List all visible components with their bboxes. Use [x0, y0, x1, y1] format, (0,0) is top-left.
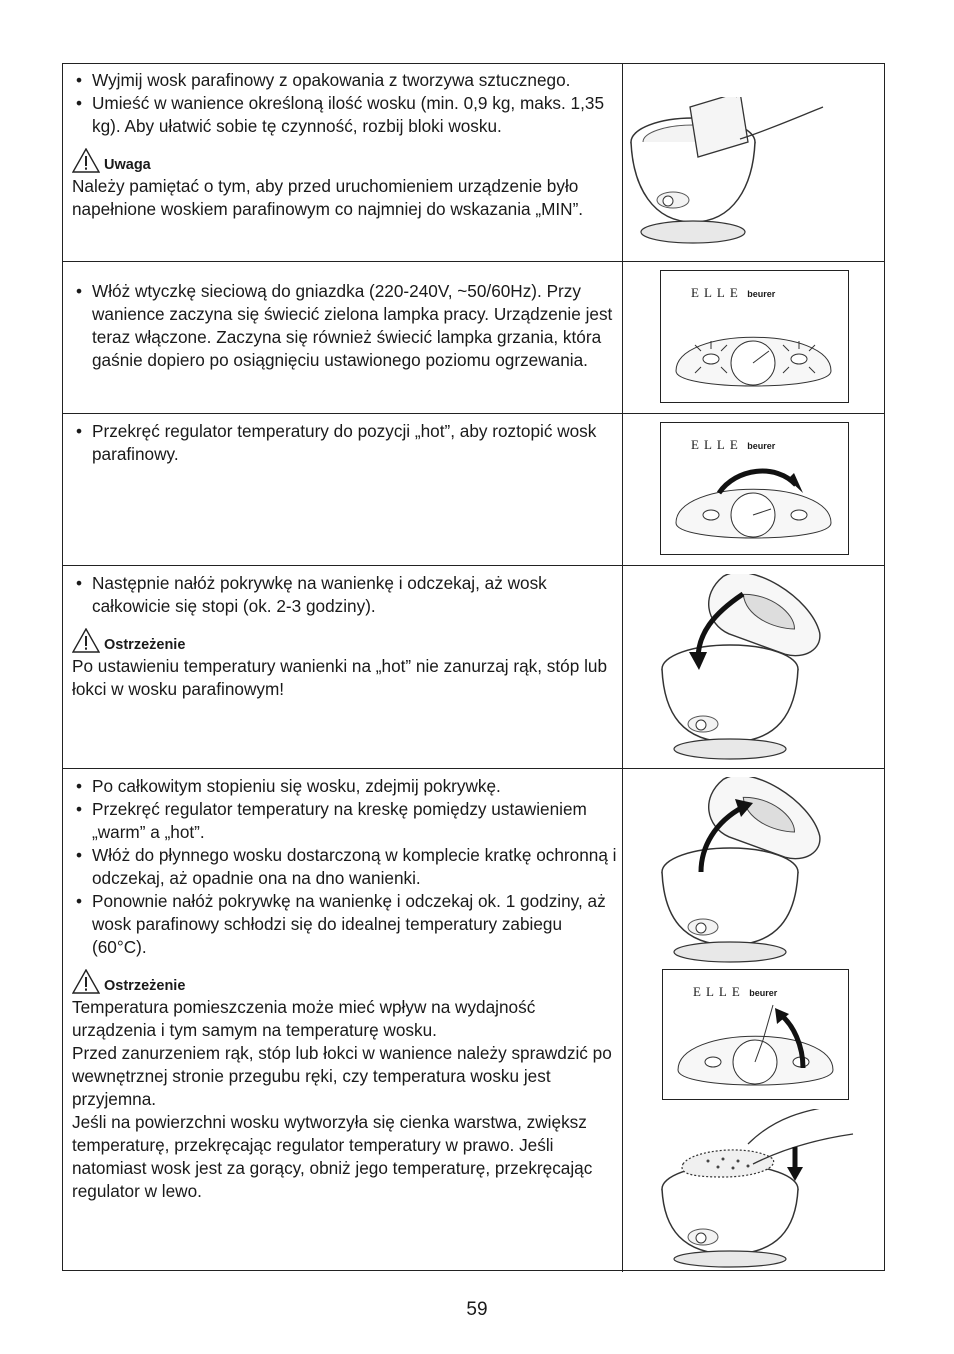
warning-triangle-icon — [72, 628, 100, 653]
brand-elle: ELLE — [691, 437, 743, 452]
row-2-text — [72, 280, 617, 372]
page-number: 59 — [466, 1299, 488, 1320]
row-3 — [63, 414, 884, 566]
bullet: • Ponownie nałóż pokrywkę na wanienkę i odczekaj ok. 1 godziny, aż wosk parafinowy schłodzi się do idealnej temperatury zabiegu (60°C). — [72, 890, 617, 959]
warning-title: Ostrzeżenie — [104, 978, 186, 994]
bullet: • Włóż wtyczkę sieciową do gniazdka (220-240V, ~50/60Hz). Przy wanience zaczyna się świecić zielona lampka pracy. Urządzenie jest teraz włączone. Zaczyna się również świecić lampka grzania, która gaśnie dopiero po osiągnięciu ustawionego poziomu ogrzewania. — [72, 280, 617, 372]
row-5-text — [72, 775, 617, 1203]
bullet: • Przekręć regulator temperatury do pozycji „hot”, aby roztopić wosk parafinowy. — [72, 420, 617, 466]
warning-text: Przed zanurzeniem rąk, stóp lub łokci w wanience należy sprawdzić po wewnętrznej stronie przegubu ręki, czy temperatura wosku jest przyjemna. — [72, 1043, 612, 1109]
bullet: • Następnie nałóż pokrywkę na wanienkę i odczekaj, aż wosk całkowicie się stopi (ok. 2-3 godziny). — [72, 572, 617, 618]
control-panel-dial-illustration — [660, 422, 849, 555]
brand-elle: ELLE — [693, 984, 745, 999]
row-4 — [63, 566, 884, 769]
bath-with-wax-block-illustration — [628, 97, 878, 247]
bullet: • Po całkowitym stopieniu się wosku, zdejmij pokrywkę. — [72, 775, 617, 798]
brand-beurer: beurer — [747, 289, 776, 299]
row-4-text — [72, 572, 617, 701]
bullet: • Wyjmij wosk parafinowy z opakowania z tworzywa sztucznego. — [72, 69, 617, 92]
bath-lid-closing-illustration — [653, 574, 883, 764]
warning-text: Jeśli na powierzchni wosku wytworzyła się cienka warstwa, zwiększ temperaturę, przekręcając regulator temperatury w prawo. Jeśli natomiast wosk jest za gorący, obniż jego temperaturę, przekręcając regulator w lewo. — [72, 1112, 593, 1201]
warning-title: Ostrzeżenie — [104, 637, 186, 653]
brand-beurer: beurer — [749, 988, 778, 998]
row-3-text — [72, 420, 617, 466]
warning-triangle-icon — [72, 969, 100, 994]
control-panel-adjust-illustration — [662, 969, 849, 1100]
bath-lid-removing-illustration — [653, 777, 883, 967]
warning-text: Należy pamiętać o tym, aby przed uruchomieniem urządzenie było napełnione woskiem parafinowym co najmniej do wskazania „MIN”. — [72, 176, 584, 219]
bullet: • Przekręć regulator temperatury na kreskę pomiędzy ustawieniem „warm” a „hot”. — [72, 798, 617, 844]
brand-elle: ELLE — [691, 285, 743, 300]
bullet: • Włóż do płynnego wosku dostarczoną w komplecie kratkę ochronną i odczekaj, aż opadnie ona na dno wanienki. — [72, 844, 617, 890]
row-1-text — [72, 69, 617, 221]
row-5 — [63, 769, 884, 1272]
brand-beurer: beurer — [747, 441, 776, 451]
warning-text: Temperatura pomieszczenia może mieć wpływ na wydajność urządzenia i tym samym na temperaturę wosku. — [72, 997, 536, 1040]
control-panel-lights-illustration — [660, 270, 849, 403]
row-2 — [63, 262, 884, 414]
warning-title: Uwaga — [104, 157, 151, 173]
warning-triangle-icon — [72, 148, 100, 173]
row-1 — [63, 64, 884, 262]
bath-grid-insert-illustration — [653, 1109, 883, 1269]
bullet: • Umieść w wanience określoną ilość wosku (min. 0,9 kg, maks. 1,35 kg). Aby ułatwić sobie tę czynność, rozbij bloki wosku. — [72, 92, 617, 138]
warning-text: Po ustawieniu temperatury wanienki na „hot” nie zanurzaj rąk, stóp lub łokci w wosku parafinowym! — [72, 656, 608, 699]
instruction-table — [62, 63, 885, 1271]
